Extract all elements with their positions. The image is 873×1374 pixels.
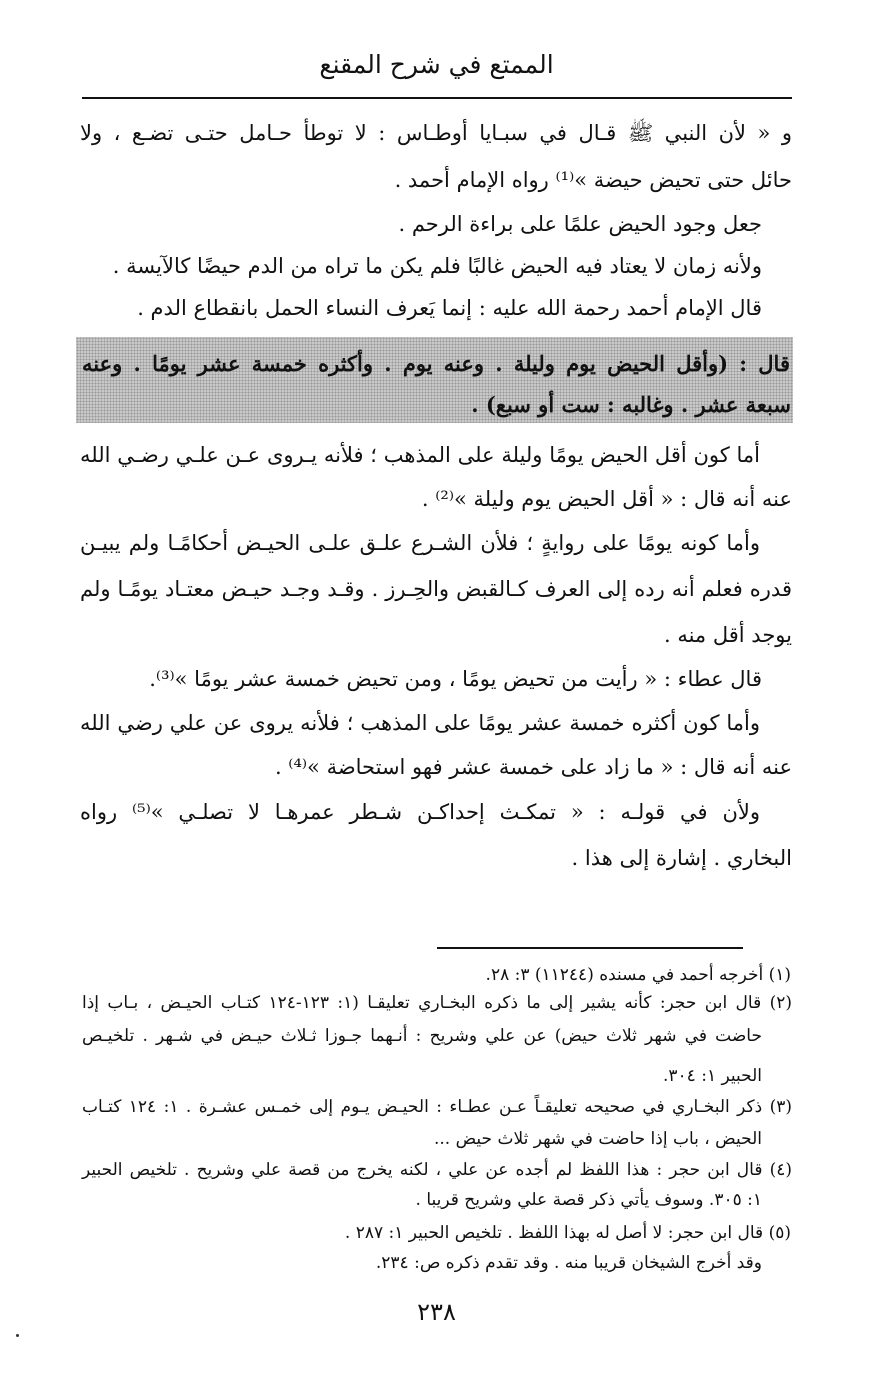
body-line-3: جعل وجود الحيض علمًا على براءة الرحم .: [398, 212, 762, 236]
footnote-2-line-2: حاضت في شهر ثلاث حيض) عن علي وشريح : أنـهما جـوزا ثـلاث حيـض في شـهر . تلخيـص: [82, 1026, 762, 1046]
running-header-title: الممتع في شرح المقنع: [319, 50, 554, 79]
body-line-1: و « لأن النبي ﷺ قـال في سبـايا أوطـاس : لا توطأ حـامل حتـى تضـع ، ولا: [80, 121, 792, 145]
footnote-2-line-1: (٢) قال ابن حجر: كأنه يشير إلى ما ذكره البخـاري تعليقـا (١: ١٢٣-١٢٤ كتـاب الحيـض ، بـاب إذا: [82, 993, 792, 1013]
body-line-8: وأما كونه يومًا على روايةٍ ؛ فلأن الشـرع علـق علـى الحيـض أحكامًـا ولم يبيـن: [80, 531, 760, 555]
body-line-12: وأما كون أكثره خمسة عشر يومًا على المذهب ؛ فلأنه يروى عن علي رضي الله: [80, 711, 760, 735]
footnote-4-line-1: (٤) قال ابن حجر : هذا اللفظ لم أجده عن علي ، لكنه يخرج من قصة علي وشريح . تلخيص الحبير: [82, 1160, 792, 1180]
matn-line-1: قال : (وأقل الحيض يوم وليلة . وعنه يوم . وأكثره خمسة عشر يومًا . وعنه: [82, 351, 790, 376]
body-line-2: حائل حتى تحيض حيضة »⁽¹⁾ رواه الإمام أحمد .: [394, 168, 792, 192]
footnote-3-line-1: (٣) ذكر البخـاري في صحيحه تعليقـاً عـن عطـاء : الحيـض يـوم إلى خمـس عشـرة . ١: ١٢٤ كتـاب: [82, 1097, 792, 1117]
footnote-4-line-2: ١: ٣٠٥. وسوف يأتي ذكر قصة علي وشريح قريبا .: [415, 1190, 762, 1210]
footnote-2-line-3: الحبير ١: ٣٠٤.: [662, 1066, 762, 1086]
body-line-15: البخاري . إشارة إلى هذا .: [571, 846, 792, 870]
header-rule: [82, 97, 792, 99]
page-number: ٢٣٨: [417, 1298, 456, 1326]
body-line-7: عنه أنه قال : « أقل الحيض يوم وليلة »⁽²⁾ .: [421, 487, 792, 511]
footnote-3-line-2: الحيض ، باب إذا حاضت في شهر ثلاث حيض ...: [433, 1129, 762, 1149]
footnote-1: (١) أخرجه أحمد في مسنده (١١٢٤٤) ٣: ٢٨.: [485, 965, 791, 985]
body-line-10: يوجد أقل منه .: [663, 623, 792, 647]
body-line-14: ولأن في قولـه : « تمكـث إحداكـن شـطر عمرهـا لا تصلـي »⁽⁵⁾ رواه: [80, 800, 760, 824]
body-line-5: قال الإمام أحمد رحمة الله عليه : إنما يَعرف النساء الحمل بانقطاع الدم .: [137, 296, 762, 320]
body-line-6: أما كون أقل الحيض يومًا وليلة على المذهب ؛ فلأنه يـروى عـن علـي رضـي الله: [80, 443, 760, 467]
scan-speck: [16, 1334, 19, 1337]
footnote-5-line-2: وقد أخرج الشيخان قريبا منه . وقد تقدم ذكره ص: ٢٣٤.: [375, 1253, 762, 1273]
footnote-5-line-1: (٥) قال ابن حجر: لا أصل له بهذا اللفظ . تلخيص الحبير ١: ٢٨٧ .: [344, 1223, 791, 1243]
body-line-9: قدره فعلم أنه رده إلى العرف كـالقبض والحِـرز . وقـد وجـد حيـض معتـاد يومًـا ولم: [80, 577, 792, 601]
body-line-11: قال عطاء : « رأيت من تحيض يومًا ، ومن تحيض خمسة عشر يومًا »⁽³⁾.: [149, 667, 762, 691]
matn-line-2: سبعة عشر . وغالبه : ست أو سبع) .: [471, 392, 791, 417]
footnote-rule: [437, 947, 743, 949]
body-line-4: ولأنه زمان لا يعتاد فيه الحيض غالبًا فلم يكن ما تراه من الدم حيضًا كالآيسة .: [112, 254, 762, 278]
body-line-13: عنه أنه قال : « ما زاد على خمسة عشر فهو استحاضة »⁽⁴⁾ .: [274, 755, 792, 779]
